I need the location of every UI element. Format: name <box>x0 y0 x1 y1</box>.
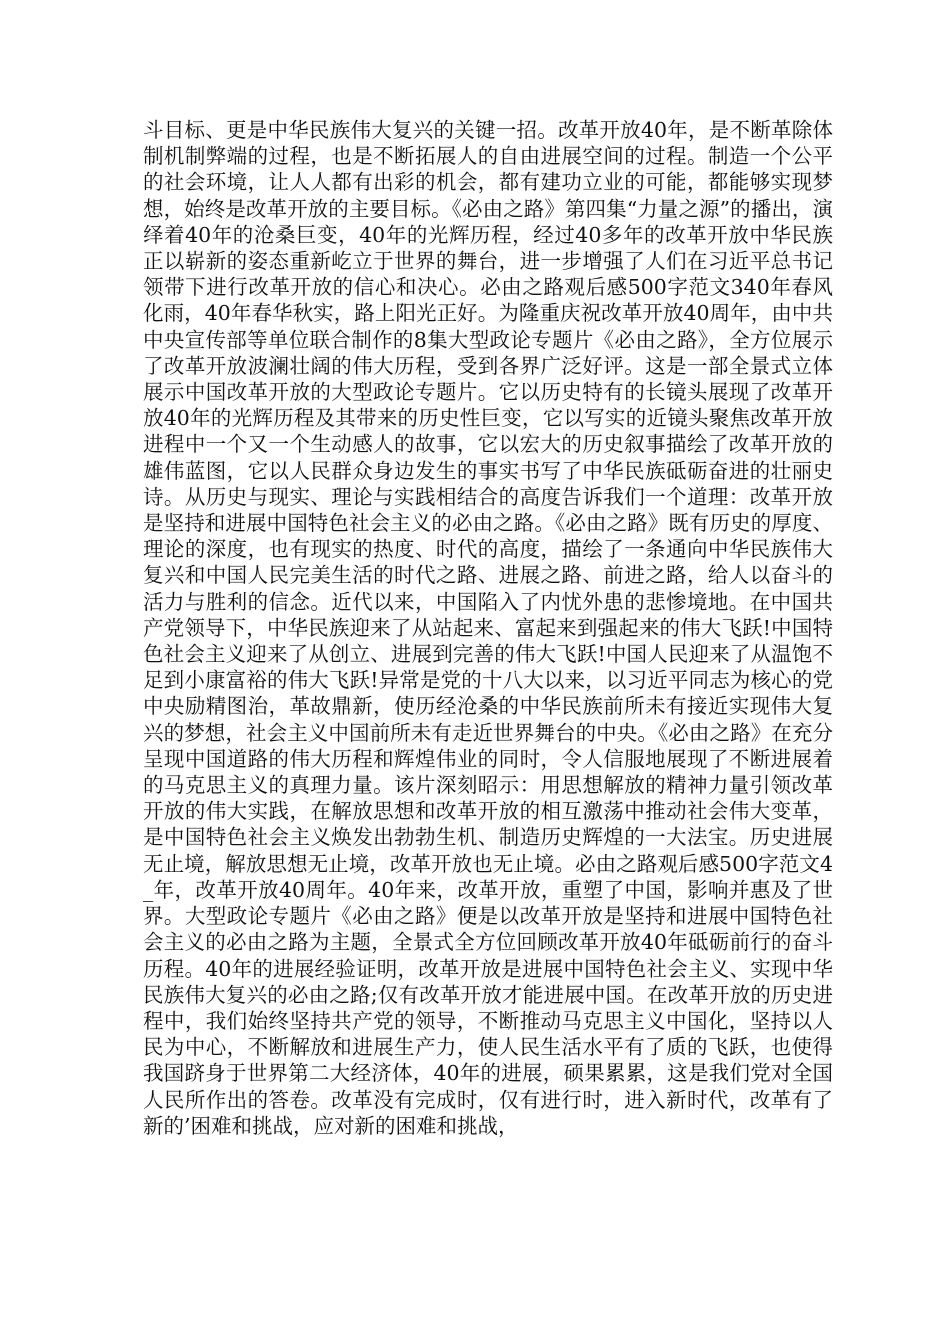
body-paragraph: 斗目标、更是中华民族伟大复兴的关键一招。改革开放40年，是不断革除体制机制弊端的过程，也是不断拓展人的自由进展空间的过程。制造一个公平的社会环境，让人人都有出彩的机会，都有建功立业的可能，都能够实现梦想，始终是改革开放的主要目标。《必由之路》第四集“力量之源”的播出，演绎着40年的沧桑巨变，40年的光辉历程，经过40多年的改革开放中华民族正以崭新的姿态重新屹立于世界的舞台，进一步增强了人们在习近平总书记领带下进行改革开放的信心和决心。必由之路观后感500字范文340年春风化雨，40年春华秋实，路上阳光正好。为隆重庆祝改革开放40周年，由中共中央宣传部等单位联合制作的8集大型政论专题片《必由之路》，全方位展示了改革开放波澜壮阔的伟大历程，受到各界广泛好评。这是一部全景式立体展示中国改革开放的大型政论专题片。它以历史特有的长镜头展现了改革开放40年的光辉历程及其带来的历史性巨变，它以写实的近镜头聚焦改革开放进程中一个又一个生动感人的故事，它以宏大的历史叙事描绘了改革开放的雄伟蓝图，它以人民群众身边发生的事实书写了中华民族砥砺奋进的壮丽史诗。从历史与现实、理论与实践相结合的高度告诉我们一个道理：改革开放是坚持和进展中国特色社会主义的必由之路。《必由之路》既有历史的厚度、理论的深度，也有现实的热度、时代的高度，描绘了一条通向中华民族伟大复兴和中国人民完美生活的时代之路、进展之路、前进之路，给人以奋斗的活力与胜利的信念。近代以来，中国陷入了内忧外患的悲惨境地。在中国共产党领导下，中华民族迎来了从站起来、富起来到强起来的伟大飞跃!中国特色社会主义迎来了从创立、进展到完善的伟大飞跃!中国人民迎来了从温饱不足到小康富裕的伟大飞跃!异常是党的十八大以来，以习近平同志为核心的党中央励精图治，革故鼎新，使历经沧桑的中华民族前所未有接近实现伟大复兴的梦想，社会主义中国前所未有走近世界舞台的中央。《必由之路》在充分呈现中国道路的伟大历程和辉煌伟业的同时，令人信服地展现了不断进展着的马克思主义的真理力量。该片深刻昭示：用思想解放的精神力量引领改革开放的伟大实践，在解放思想和改革开放的相互激荡中推动社会伟大变革，是中国特色社会主义焕发出勃勃生机、制造历史辉煌的一大法宝。历史进展无止境，解放思想无止境，改革开放也无止境。必由之路观后感500字范文4_年，改革开放40周年。40年来，改革开放，重塑了中国，影响并惠及了世界。大型政论专题片《必由之路》便是以改革开放是坚持和进展中国特色社会主义的必由之路为主题，全景式全方位回顾改革开放40年砥砺前行的奋斗历程。40年的进展经验证明，改革开放是进展中国特色社会主义、实现中华民族伟大复兴的必由之路;仅有改革开放才能进展中国。在改革开放的历史进程中，我们始终坚持共产党的领导，不断推动马克思主义中国化，坚持以人民为中心，不断解放和进展生产力，使人民生活水平有了质的飞跃，也使得我国跻身于世界第二大经济体，40年的进展，硕果累累，这是我们党对全国人民所作出的答卷。改革没有完成时，仅有进行时，进入新时代，改革有了新的’困难和挑战，应对新的困难和挑战， <box>143 118 833 1138</box>
